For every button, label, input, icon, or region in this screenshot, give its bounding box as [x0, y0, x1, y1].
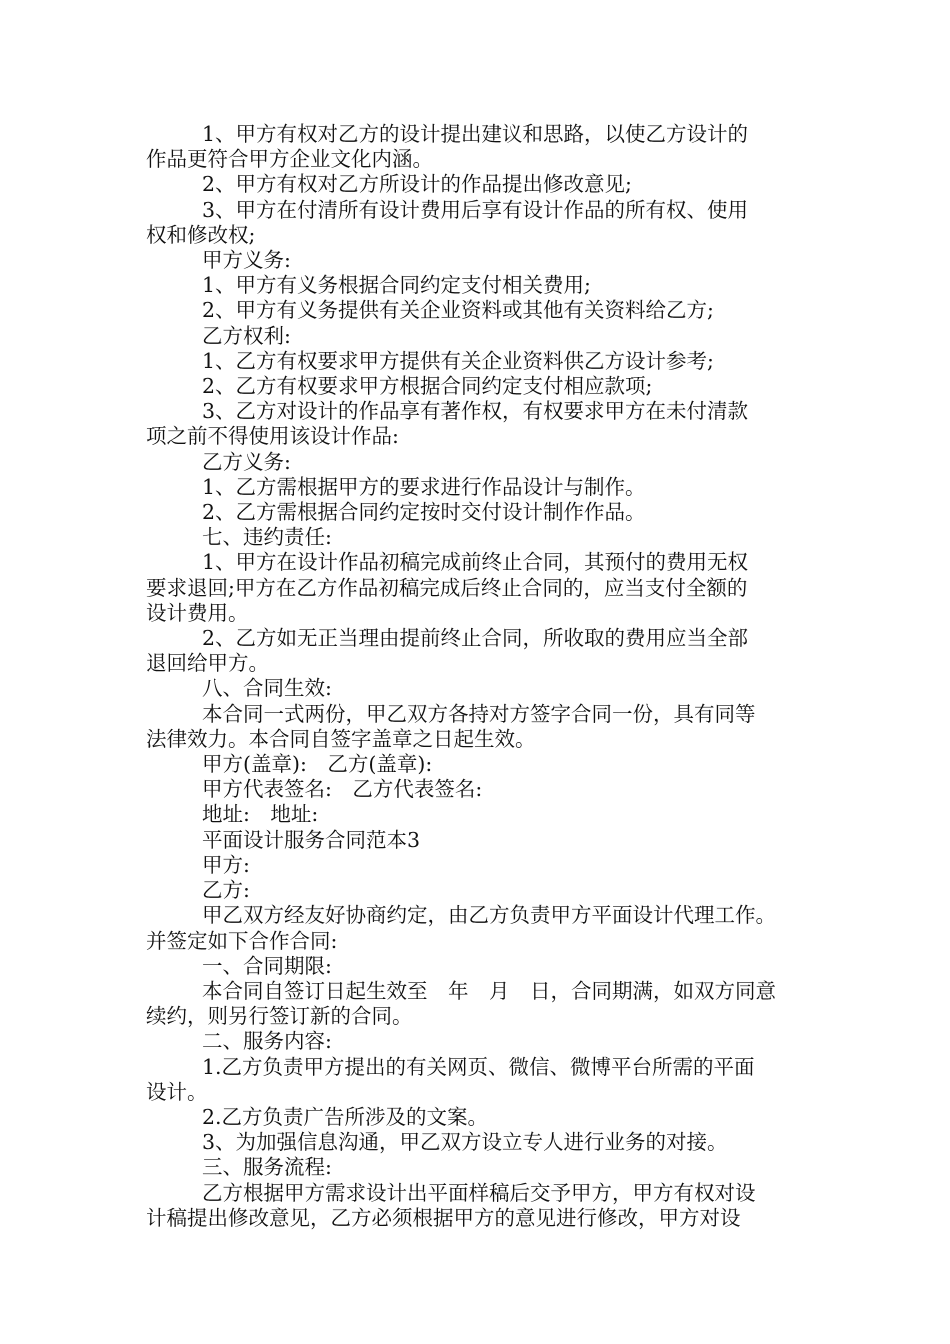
text-line: 1.乙方负责甲方提出的有关网页、微信、微博平台所需的平面 [202, 1054, 755, 1079]
text-line: 要求退回;甲方在乙方作品初稿完成后终止合同的，应当支付全额的 [146, 575, 748, 600]
text-line: 一、合同期限: [202, 953, 332, 978]
text-line: 1、乙方有权要求甲方提供有关企业资料供乙方设计参考; [202, 348, 714, 373]
text-line: 甲方(盖章): 乙方(盖章): [202, 752, 433, 777]
text-line: 权和修改权; [146, 222, 256, 247]
text-line: 八、合同生效: [202, 676, 332, 701]
text-line: 法律效力。本合同自签字盖章之日起生效。 [146, 726, 536, 751]
document-body [146, 122, 826, 1231]
text-line: 并签定如下合作合同: [146, 928, 338, 953]
text-line: 3、为加强信息沟通，甲乙双方设立专人进行业务的对接。 [202, 1130, 728, 1155]
text-line: 甲方代表签名: 乙方代表签名: [202, 777, 483, 802]
text-line: 地址: 地址: [202, 802, 319, 827]
text-line: 3、乙方对设计的作品享有著作权，有权要求甲方在未付清款 [202, 399, 749, 424]
text-line: 1、甲方有权对乙方的设计提出建议和思路，以使乙方设计的 [202, 122, 749, 146]
text-line: 乙方义务: [202, 449, 291, 474]
text-line: 2、乙方需根据合同约定按时交付设计制作作品。 [202, 500, 646, 525]
text-line: 甲乙双方经友好协商约定，由乙方负责甲方平面设计代理工作。 [202, 903, 776, 928]
text-line: 乙方权利: [202, 323, 291, 348]
text-line: 1、甲方有义务根据合同约定支付相关费用; [202, 273, 591, 298]
text-line: 项之前不得使用该设计作品: [146, 424, 399, 449]
text-line: 2、乙方如无正当理由提前终止合同，所收取的费用应当全部 [202, 626, 749, 651]
text-line: 七、违约责任: [202, 525, 332, 550]
text-line: 甲方义务: [202, 248, 291, 273]
text-line: 三、服务流程: [202, 1155, 332, 1180]
text-line: 2、甲方有权对乙方所设计的作品提出修改意见; [202, 172, 632, 197]
text-line: 2、乙方有权要求甲方根据合同约定支付相应款项; [202, 374, 653, 399]
text-line: 2.乙方负责广告所涉及的文案。 [202, 1104, 489, 1129]
text-line: 乙方: [202, 878, 250, 903]
text-line: 甲方: [202, 852, 250, 877]
text-line: 作品更符合甲方企业文化内涵。 [146, 147, 433, 172]
text-line: 计稿提出修改意见，乙方必须根据甲方的意见进行修改，甲方对设 [146, 1205, 741, 1230]
text-line: 乙方根据甲方需求设计出平面样稿后交予甲方，甲方有权对设 [202, 1180, 756, 1205]
text-line: 1、乙方需根据甲方的要求进行作品设计与制作。 [202, 474, 646, 499]
text-line: 本合同一式两份，甲乙双方各持对方签字合同一份，具有同等 [202, 701, 756, 726]
text-line: 设计。 [146, 1079, 208, 1104]
text-line: 本合同自签订日起生效至 年 月 日，合同期满，如双方同意 [202, 978, 776, 1003]
text-line: 退回给甲方。 [146, 651, 269, 676]
text-line: 续约，则另行签订新的合同。 [146, 1004, 413, 1029]
text-line: 2、甲方有义务提供有关企业资料或其他有关资料给乙方; [202, 298, 714, 323]
text-line: 二、服务内容: [202, 1029, 332, 1054]
text-line: 平面设计服务合同范本3 [202, 827, 421, 852]
text-line: 设计费用。 [146, 600, 249, 625]
text-line: 1、甲方在设计作品初稿完成前终止合同，其预付的费用无权 [202, 550, 749, 575]
text-line: 3、甲方在付清所有设计费用后享有设计作品的所有权、使用 [202, 197, 749, 222]
